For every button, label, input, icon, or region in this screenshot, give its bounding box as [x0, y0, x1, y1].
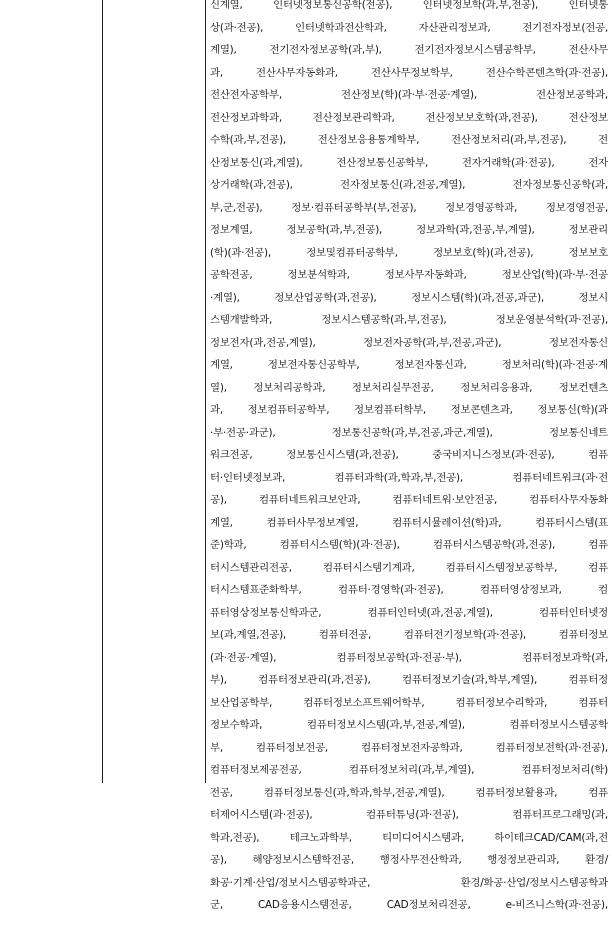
- text-line: 부), 컴퓨터정보관리(과,전공), 컴퓨터정보기술(과,학부,계열), 컴퓨터정: [207, 669, 609, 692]
- text-line: 상(과·전공), 인터넷학과전산학과, 자산관리정보과, 전기전자정보(전공,: [207, 17, 609, 40]
- text-line: 정보계열, 정보공학(과,부,전공), 정보과학(과,전공,부,계열), 정보관리: [207, 219, 609, 242]
- text-line: (학)(과·전공), 정보및컴퓨터공학부, 정보보호(학)(과,전공), 정보보호: [207, 242, 609, 265]
- text-line: 퓨터영상정보통신학과군, 컴퓨터인터넷(과,전공,계열), 컴퓨터인터넷정: [207, 602, 609, 625]
- text-line: 상거래학(과,전공), 전자정보통신(과,전공,계열), 전자정보통신공학(과,: [207, 174, 609, 197]
- text-line: 컴퓨터정보제공전공, 컴퓨터정보처리(과,부,계열), 컴퓨터정보처리(학): [207, 759, 609, 782]
- text-line: 계열, 정보전자통신공학부, 정보전자통신과, 정보처리(학)(과·전공·계: [207, 354, 609, 377]
- text-line: 공학전공, 정보분석학과, 정보사무자동화과, 정보산업(학)(과·부·전공: [207, 264, 609, 287]
- text-line: 부,군,전공), 정보·컴퓨터공학부(부,전공), 정보경영공학과, 정보경영전공,: [207, 197, 609, 220]
- text-line: 과, 전산사무자동화과, 전산사무정보학부, 전산수학콘텐츠학(과·전공),: [207, 62, 609, 85]
- text-line: 정보수학과, 컴퓨터정보시스템(과,부,전공,계열), 컴퓨터정보시스템공학: [207, 714, 609, 737]
- text-line: 계열, 컴퓨터사무정보계열, 컴퓨터시뮬레이션(학)과, 컴퓨터시스템(표: [207, 512, 609, 535]
- text-line: 전산전자공학부, 전산정보(학)(과·부·전공·계열), 전산정보공학과,: [207, 84, 609, 107]
- text-line: 터시스템관리전공, 컴퓨터시스템기계과, 컴퓨터시스템정보공학부, 컴퓨: [207, 557, 609, 580]
- department-list-cell: [207, 0, 609, 783]
- text-line: 정보전자(과,전공,계열), 정보전자공학(과,부,전공,과군), 정보전자통신: [207, 332, 609, 355]
- text-line: 터·인터넷정보과, 컴퓨터과학(과,학과,부,전공), 컴퓨터네트워크(과·전: [207, 467, 609, 490]
- text-line: 전산정보과학과, 전산정보관리학과, 전산정보보호학(과,전공), 전산정보: [207, 107, 609, 130]
- text-line: [207, 917, 609, 939]
- text-line: 부, 컴퓨터정보전공, 컴퓨터정보전자공학과, 컴퓨터정보전학(과·전공),: [207, 737, 609, 760]
- text-line: 군, CAD응용시스템전공, CAD정보처리전공, e-비즈니스학(과·전공),: [207, 894, 609, 917]
- text-line: 열), 정보처리공학과, 정보처리실무전공, 정보처리응용과, 정보컨텐츠: [207, 377, 609, 400]
- text-line: 수학(과,부,전공), 전산정보응용통계학부, 전산정보처리(과,부,전공), 전: [207, 129, 609, 152]
- text-line: 터제어시스템(과·전공), 컴퓨터튜닝(과·전공), 컴퓨터프로그래밍(과,: [207, 804, 609, 827]
- text-line: ·계열), 정보산업공학(과,전공), 정보시스템(학)(과,전공,과군), 정보시: [207, 287, 609, 310]
- text-line: 워크전공, 정보통신시스템(과,전공), 중국비지니스정보(과·전공), 컴퓨: [207, 444, 609, 467]
- text-line: 화공·기계·산업/정보시스템공학과군, 환경/화공·산업/정보시스템공학과: [207, 872, 609, 895]
- text-line: 학과,전공), 테크노과학부, 티미디어시스템과, 하이테크CAD/CAM(과,전: [207, 827, 609, 850]
- text-line: 계열), 전기전자정보공학(과,부), 전기전자정보시스템공학부, 전산사무: [207, 39, 609, 62]
- text-line: 공), 해양정보시스템학전공, 행정사무전산학과, 행정정보관리과, 환경/: [207, 849, 609, 872]
- text-line: 스템개발학과, 정보시스템공학(과,부,전공), 정보운영분석학(과·전공),: [207, 309, 609, 332]
- text-line: 전공, 컴퓨터정보통신(과,학과,학부,전공,계열), 컴퓨터정보활용과, 컴퓨: [207, 782, 609, 805]
- text-line: (과·전공·계열), 컴퓨터정보공학(과·전공·부), 컴퓨터정보과학(과,: [207, 647, 609, 670]
- text-line: 보(과,계열,전공), 컴퓨터전공, 컴퓨터전기정보학(과·전공), 컴퓨터정보: [207, 624, 609, 647]
- text-line: 준)학과, 컴퓨터시스템(학)(과·전공), 컴퓨터시스템공학(과,전공), 컴퓨: [207, 534, 609, 557]
- text-line: 신계열, 인터넷정보통신공학(전공), 인터넷정보학(과,부,전공), 인터넷통: [207, 0, 609, 17]
- column-divider-right: [205, 0, 206, 783]
- text-line: 산정보통신(과,계열), 전산정보통신공학부, 전자거래학(과·전공), 전자: [207, 152, 609, 175]
- column-divider-left: [102, 0, 103, 783]
- text-line: 과, 정보컴퓨터공학부, 정보컴퓨터학부, 정보콘텐츠과, 정보통신(학)(과: [207, 399, 609, 422]
- text-line: 보산업공학부, 컴퓨터정보소프트웨어학부, 컴퓨터정보수리학과, 컴퓨터: [207, 692, 609, 715]
- text-line: ·부·전공·과군), 정보통신공학(과,부,전공,과군,계열), 정보통신네트: [207, 422, 609, 445]
- text-line: 터시스템표준화학부, 컴퓨터·경영학(과·전공), 컴퓨터영상정보과, 컴: [207, 579, 609, 602]
- text-line: 공), 컴퓨터네트워크보안과, 컴퓨터네트워·보안전공, 컴퓨터사무자동화: [207, 489, 609, 512]
